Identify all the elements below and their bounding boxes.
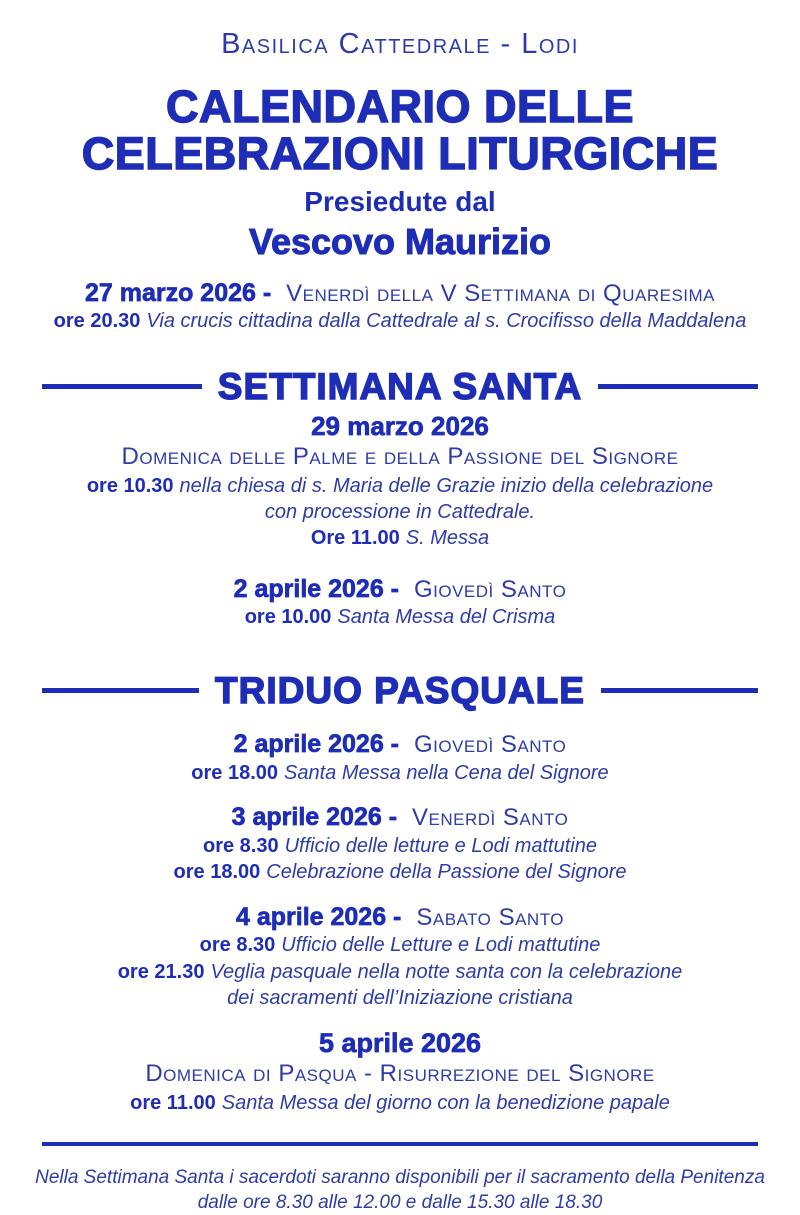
footer-note-line2: dalle ore 8.30 alle 12.00 e dalle 15.30 alle 18.30 bbox=[197, 1191, 603, 1213]
heading-rule-right bbox=[601, 688, 758, 693]
poster-title-line1: CALENDARIO DELLE bbox=[166, 81, 634, 132]
event-time: ore 11.00 bbox=[130, 1092, 216, 1115]
footer-divider bbox=[42, 1142, 758, 1146]
event-27-marzo bbox=[20, 279, 780, 334]
section-heading-settimana-santa bbox=[42, 366, 758, 408]
event-time: ore 10.30 bbox=[86, 474, 174, 497]
event-5-aprile bbox=[20, 1028, 780, 1115]
event-schedule-line bbox=[20, 309, 780, 333]
event-description: Santa Messa nella Cena del Signore bbox=[284, 761, 609, 784]
event-2-aprile-cena bbox=[20, 730, 780, 785]
event-day-line bbox=[20, 442, 780, 472]
event-heading bbox=[20, 803, 780, 832]
event-heading bbox=[20, 903, 780, 932]
event-time: Ore 11.00 bbox=[310, 527, 400, 550]
event-day: Domenica di Pasqua - Risurrezione del Signore bbox=[145, 1060, 655, 1088]
event-time: ore 21.30 bbox=[117, 960, 205, 983]
event-time: ore 18.00 bbox=[173, 861, 261, 884]
event-schedule-line bbox=[20, 933, 780, 957]
event-day: Venerdì Santo bbox=[412, 803, 569, 831]
event-description: Ufficio delle Letture e Lodi mattutine bbox=[281, 934, 601, 957]
event-date: 4 aprile 2026 - bbox=[236, 902, 402, 931]
event-heading bbox=[20, 279, 780, 308]
event-day-line bbox=[20, 1059, 780, 1089]
event-schedule-line bbox=[20, 761, 780, 785]
org-name: Basilica Cattedrale - Lodi bbox=[221, 28, 579, 60]
event-date: 3 aprile 2026 - bbox=[231, 802, 398, 831]
event-schedule-line bbox=[20, 834, 780, 858]
event-3-aprile bbox=[20, 803, 780, 885]
poster-title-line2: CELEBRAZIONI LITURGICHE bbox=[81, 128, 719, 180]
event-schedule-line bbox=[20, 1091, 780, 1115]
event-day: Domenica delle Palme e della Passione del Signore bbox=[121, 442, 679, 470]
section-heading-triduo-pasquale bbox=[42, 670, 758, 712]
event-description: dei sacramenti dell’Iniziazione cristiana bbox=[227, 987, 573, 1010]
event-description: nella chiesa di s. Maria delle Grazie inizio della celebrazione bbox=[179, 474, 714, 497]
event-day: Giovedì Santo bbox=[413, 730, 567, 758]
event-date: 5 aprile 2026 bbox=[318, 1028, 482, 1059]
event-schedule-line bbox=[20, 474, 780, 498]
footer-note bbox=[20, 1166, 780, 1215]
bishop-name: Vescovo Maurizio bbox=[248, 220, 552, 262]
event-4-aprile bbox=[20, 903, 780, 1011]
event-description: Santa Messa del giorno con la benedizione papale bbox=[221, 1092, 670, 1115]
heading-rule-left bbox=[42, 384, 202, 389]
event-schedule-line bbox=[20, 860, 780, 884]
event-schedule-line bbox=[20, 986, 780, 1010]
footer-note-line1: Nella Settimana Santa i sacerdoti saranno disponibili per il sacramento della Penitenza bbox=[35, 1166, 765, 1188]
event-day: Giovedì Santo bbox=[413, 575, 567, 603]
event-schedule-line bbox=[20, 500, 780, 524]
event-schedule-line bbox=[20, 526, 780, 550]
event-29-marzo bbox=[20, 412, 780, 551]
event-time: ore 10.00 bbox=[244, 606, 332, 629]
event-day: Sabato Santo bbox=[416, 903, 564, 931]
event-time: ore 18.00 bbox=[191, 761, 279, 784]
event-heading bbox=[20, 412, 780, 442]
event-description: con processione in Cattedrale. bbox=[264, 500, 536, 523]
event-description: Veglia pasquale nella notte santa con la celebrazione bbox=[210, 960, 683, 983]
event-day: Venerdì della V Settimana di Quaresima bbox=[286, 279, 716, 307]
event-description: Via crucis cittadina dalla Cattedrale al s. Crocifisso della Maddalena bbox=[146, 310, 747, 333]
event-2-aprile-crisma bbox=[20, 575, 780, 630]
event-heading bbox=[20, 730, 780, 759]
event-date: 2 aprile 2026 - bbox=[233, 574, 400, 603]
event-date: 27 marzo 2026 - bbox=[84, 278, 272, 307]
section-title: SETTIMANA SANTA bbox=[217, 365, 583, 407]
event-time: ore 20.30 bbox=[53, 310, 141, 333]
event-description: Ufficio delle letture e Lodi mattutine bbox=[284, 834, 597, 857]
event-time: ore 8.30 bbox=[199, 934, 276, 957]
event-date: 2 aprile 2026 - bbox=[233, 729, 400, 758]
poster-subtitle: Presiedute dal bbox=[304, 185, 496, 217]
section-title: TRIDUO PASQUALE bbox=[215, 669, 585, 711]
heading-rule-right bbox=[598, 384, 758, 389]
event-heading bbox=[20, 1028, 780, 1059]
event-description: S. Messa bbox=[405, 527, 490, 550]
poster-title bbox=[20, 83, 780, 178]
event-time: ore 8.30 bbox=[202, 834, 279, 857]
heading-rule-left bbox=[42, 688, 199, 693]
event-schedule-line bbox=[20, 605, 780, 629]
event-description: Celebrazione della Passione del Signore bbox=[266, 861, 627, 884]
event-heading bbox=[20, 575, 780, 604]
event-schedule-line bbox=[20, 960, 780, 984]
event-date: 29 marzo 2026 bbox=[311, 410, 489, 441]
event-description: Santa Messa del Crisma bbox=[337, 606, 556, 629]
